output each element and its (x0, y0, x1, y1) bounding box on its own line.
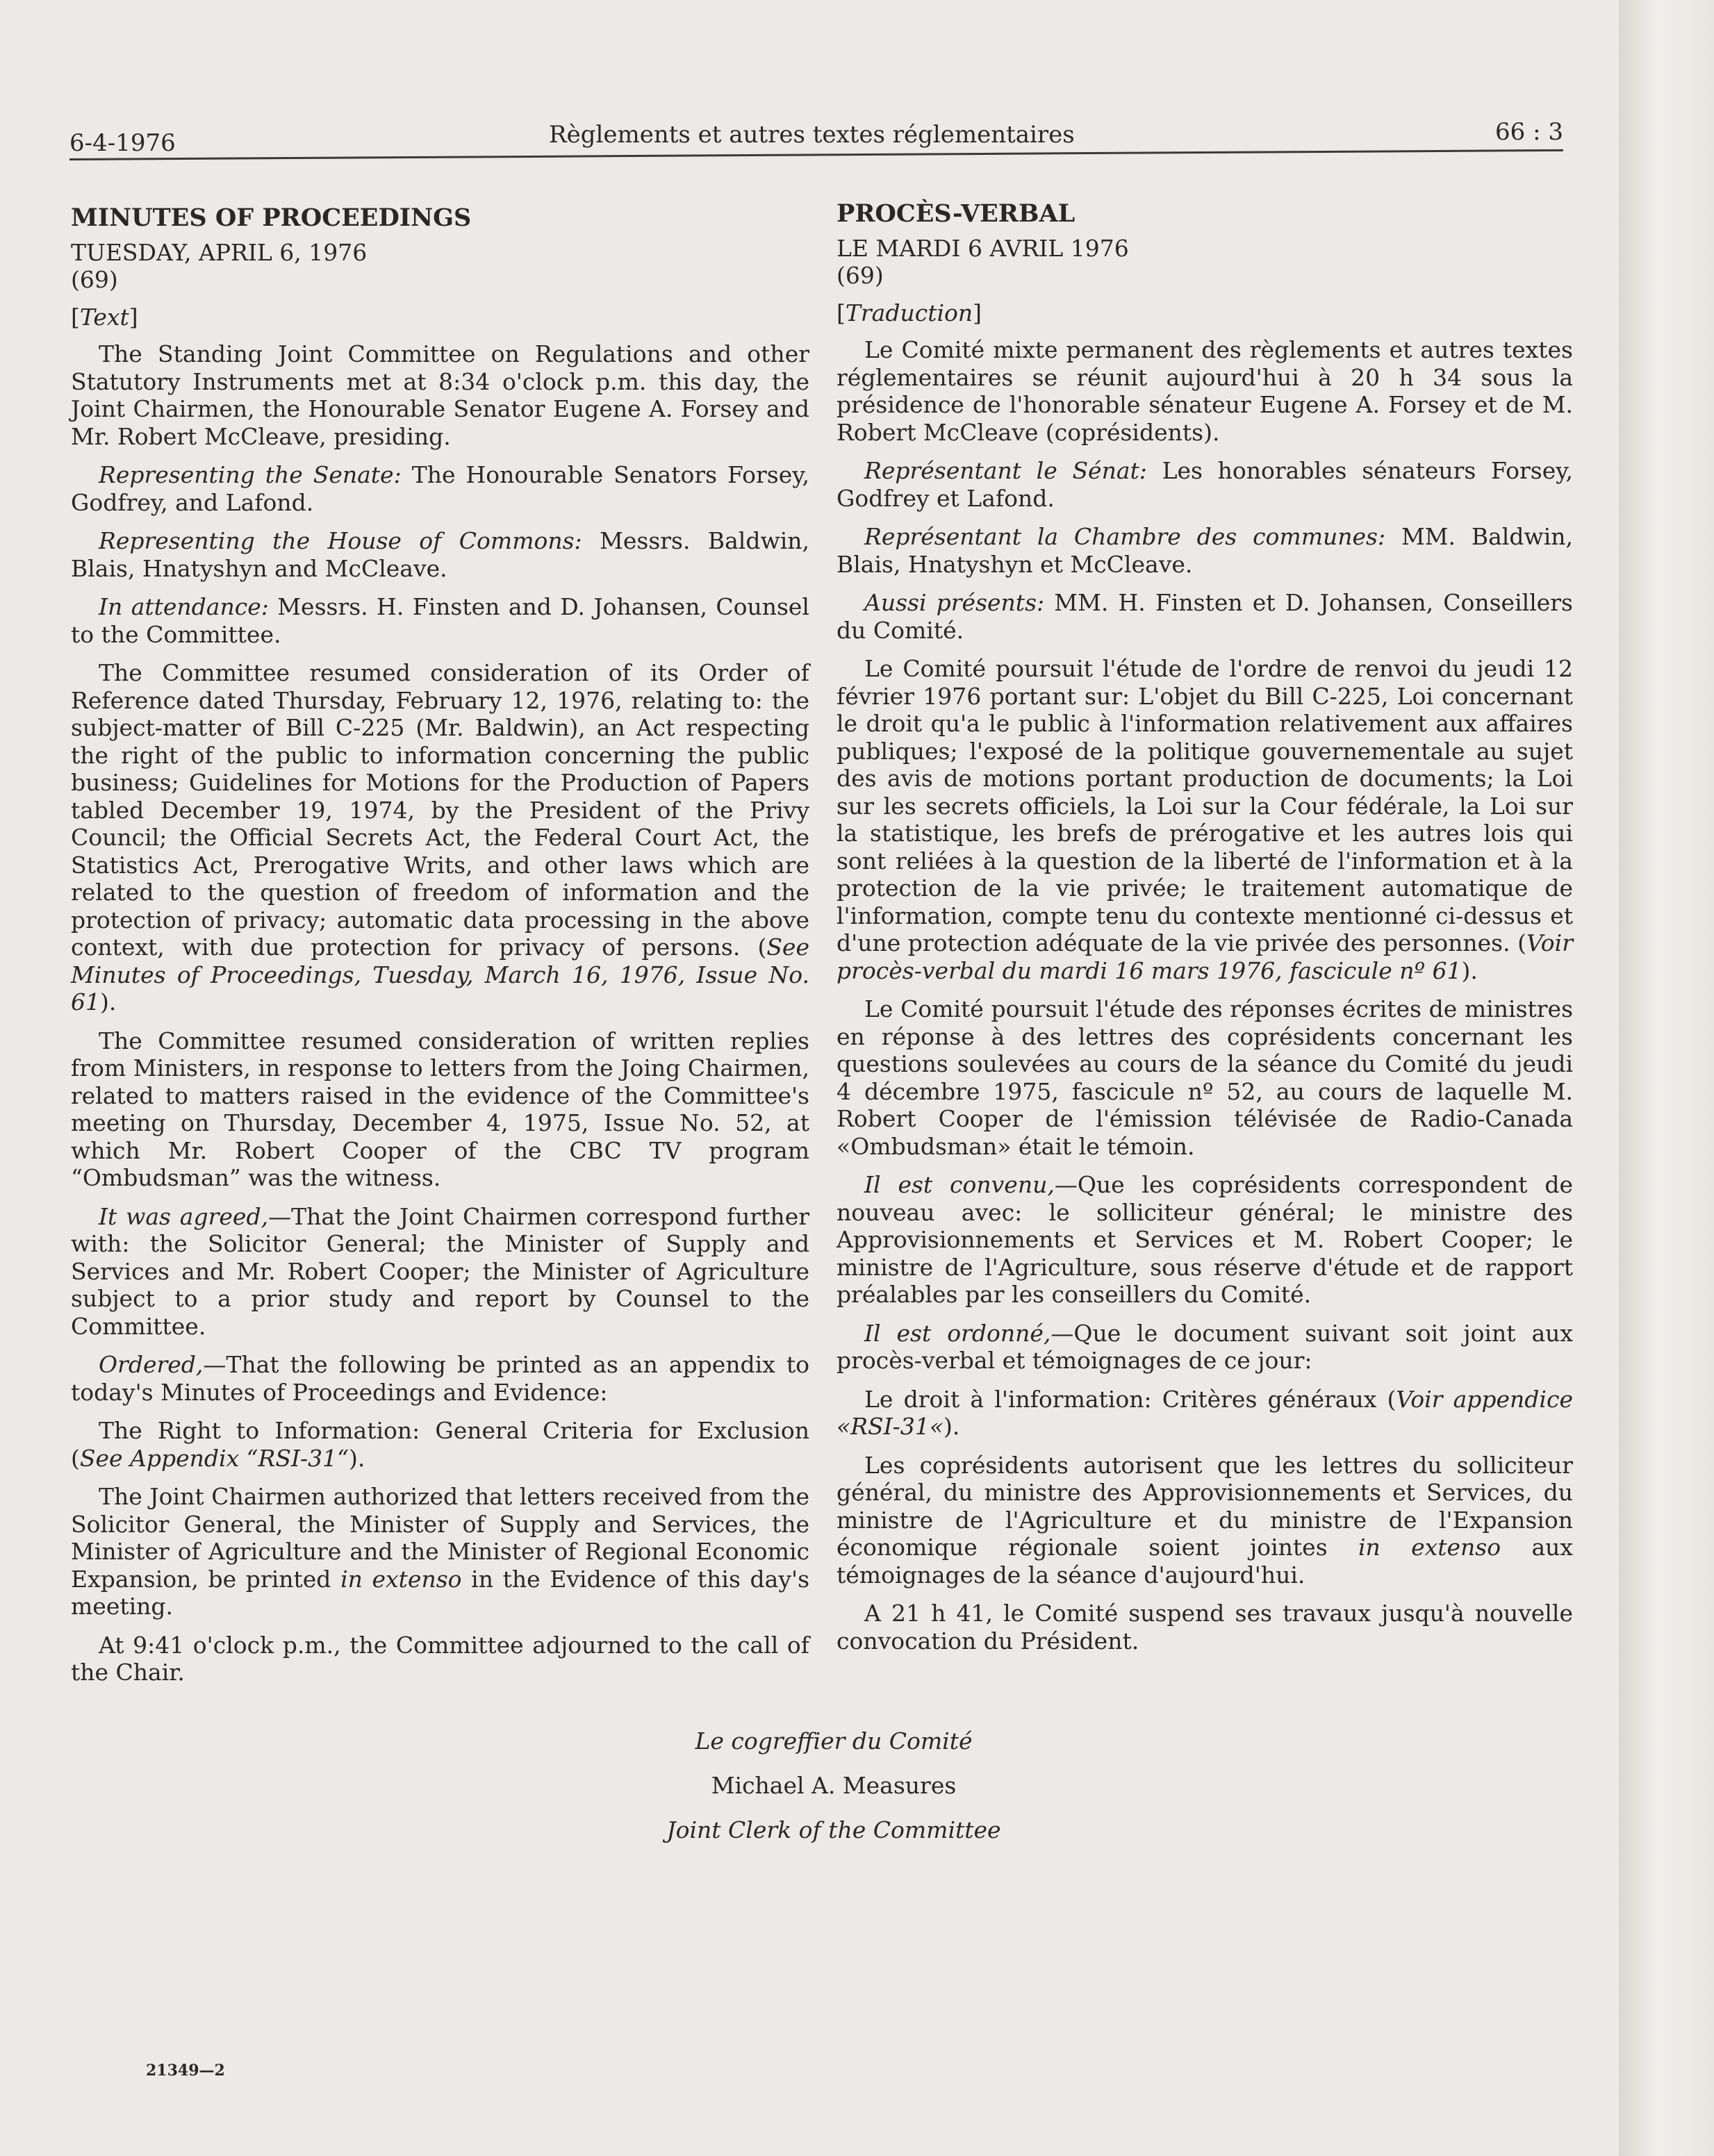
french-paragraph-letters: Les coprésidents autorisent que les lettres du solliciteur général, du ministre des Approvisionnements et Services, du ministre de l'Agriculture et du ministre de l'Expansion économique régionale soient jointes in extenso aux témoignages de la séance d'aujourd'hui. (837, 1451, 1573, 1589)
page-edge (1619, 0, 1714, 2156)
english-paragraph-agreed: It was agreed,—That the Joint Chairmen correspond further with: the Solicitor General; the Minister of Supply and Services and Mr. Robert Cooper; the Minister of Agriculture subject to a prior study and report by Counsel to the Committee. (71, 1202, 809, 1340)
english-paragraph-attendance: In attendance: Messrs. H. Finsten and D. Johansen, Counsel to the Committee. (71, 593, 809, 648)
english-text-label: [Text] (71, 303, 138, 331)
french-date: LE MARDI 6 AVRIL 1976 (837, 234, 1129, 262)
signature-block (486, 1719, 1181, 1852)
english-paragraph-senate: Representing the Senate: The Honourable Senators Forsey, Godfrey, and Lafond. (71, 461, 809, 516)
english-paragraph-ordered: Ordered,—That the following be printed as an appendix to today's Minutes of Proceedings and Evidence: (71, 1351, 809, 1406)
french-paragraph-commons: Représentant la Chambre des communes: MM. Baldwin, Blais, Hnatyshyn et McCleave. (837, 523, 1573, 578)
english-paragraph-meeting: The Standing Joint Committee on Regulations and other Statutory Instruments met at 8:34 o'clock p.m. this day, the Joint Chairmen, the Honourable Senator Eugene A. Forsey and Mr. Robert McCleave, presiding. (71, 340, 809, 450)
english-paragraph-letters: The Joint Chairmen authorized that letters received from the Solicitor General, the Minister of Supply and Services, the Minister of Agriculture and the Minister of Regional Economic Expansion, be printed in extenso in the Evidence of this day's meeting. (71, 1483, 809, 1620)
french-paragraph-appendix: Le droit à l'information: Critères généraux (Voir appendice «RSI-31«). (837, 1385, 1573, 1440)
header-date: 6-4-1976 (69, 129, 176, 157)
french-paragraph-senate: Représentant le Sénat: Les honorables sénateurs Forsey, Godfrey et Lafond. (837, 457, 1573, 512)
french-paragraph-attendance: Aussi présents: MM. H. Finsten et D. Johansen, Conseillers du Comité. (837, 589, 1573, 644)
french-paragraph-ordered: Il est ordonné,—Que le document suivant soit joint aux procès-verbal et témoignages de ce jour: (837, 1319, 1573, 1374)
english-paragraph-replies: The Committee resumed consideration of written replies from Ministers, in response to letters from the Joing Chairmen, related to matters raised in the evidence of the Committee's meeting on Thursday, December 4, 1975, Issue No. 52, at which Mr. Robert Cooper of the CBC TV program “Ombudsman” was the witness. (71, 1027, 809, 1191)
english-number: (69) (71, 266, 118, 293)
printer-code: 21349—2 (146, 2062, 225, 2080)
signature-title-french: Le cogreffier du Comité (695, 1727, 973, 1755)
english-heading: MINUTES OF PROCEEDINGS (71, 204, 472, 232)
french-number: (69) (837, 262, 884, 289)
french-paragraph-replies: Le Comité poursuit l'étude des réponses écrites de ministres en réponse à des lettres des coprésidents concernant les questions soulevées au cours de la séance du Comité du jeudi 4 décembre 1975, fascicule nº 52, au cours de laquelle M. Robert Cooper de l'émission télévisée de Radio-Canada «Ombudsman» était le témoin. (837, 995, 1573, 1160)
english-paragraph-commons: Representing the House of Commons: Messrs. Baldwin, Blais, Hnatyshyn and McCleave. (71, 527, 809, 582)
french-column (837, 200, 1573, 1666)
french-paragraph-meeting: Le Comité mixte permanent des règlements et autres textes réglementaires se réunit aujourd'hui à 20 h 34 sous la présidence de l'honorable sénateur Eugene A. Forsey et de M. Robert McCleave (coprésidents). (837, 336, 1573, 446)
french-heading: PROCÈS-VERBAL (837, 199, 1076, 228)
french-paragraph-agreed: Il est convenu,—Que les coprésidents correspondent de nouveau avec: le solliciteur général; le ministre des Approvisionnements et Services et M. Robert Cooper; le ministre de l'Agriculture, sous réserve d'étude et de rapport préalables par les conseillers du Comité. (837, 1171, 1573, 1308)
english-paragraph-order-of-reference: The Committee resumed consideration of its Order of Reference dated Thursday, February 12, 1976, relating to: the subject-matter of Bill C-225 (Mr. Baldwin), an Act respecting the right of the public to information concerning the public business; Guidelines for Motions for the Production of Papers tabled December 19, 1974, by the President of the Privy Council; the Official Secrets Act, the Federal Court Act, the Statistics Act, Prerogative Writs, and other laws which are related to the question of freedom of information and the protection of privacy; automatic data processing in the above context, with due protection for privacy of persons. (See Minutes of Proceedings, Tuesday, March 16, 1976, Issue No. 61). (71, 659, 809, 1015)
english-paragraph-appendix: The Right to Information: General Criteria for Exclusion (See Appendix “RSI-31“). (71, 1417, 809, 1472)
french-paragraph-adjourned: A 21 h 41, le Comité suspend ses travaux jusqu'à nouvelle convocation du Président. (837, 1600, 1573, 1655)
english-paragraph-adjourned: At 9:41 o'clock p.m., the Committee adjourned to the call of the Chair. (71, 1631, 809, 1686)
header-page-number: 66 : 3 (1495, 118, 1563, 146)
header-title: Règlements et autres textes réglementaires (549, 121, 1075, 149)
french-paragraph-order-of-reference: Le Comité poursuit l'étude de l'ordre de renvoi du jeudi 12 février 1976 portant sur: L'objet du Bill C-225, Loi concernant le droit qu'a le public à l'information relativement aux affaires publiques; l'exposé de la politique gouvernementale au sujet des avis de motions portant production de documents; la Loi sur les secrets officiels, la Loi sur la Cour fédérale, la Loi sur la statistique, les brefs de prérogative et les autres lois qui sont reliées à la question de la liberté de l'information et à la protection de la vie privée; le traitement automatique de l'information, compte tenu du contexte mentionné ci-dessus et d'une protection adéquate de la vie privée des personnes. (Voir procès-verbal du mardi 16 mars 1976, fascicule nº 61). (837, 655, 1573, 984)
signature-name: Michael A. Measures (711, 1772, 957, 1799)
signature-title-english: Joint Clerk of the Committee (666, 1816, 1001, 1843)
english-column (71, 204, 809, 1698)
french-text-label: [Traduction] (837, 299, 982, 326)
english-date: TUESDAY, APRIL 6, 1976 (71, 238, 368, 266)
